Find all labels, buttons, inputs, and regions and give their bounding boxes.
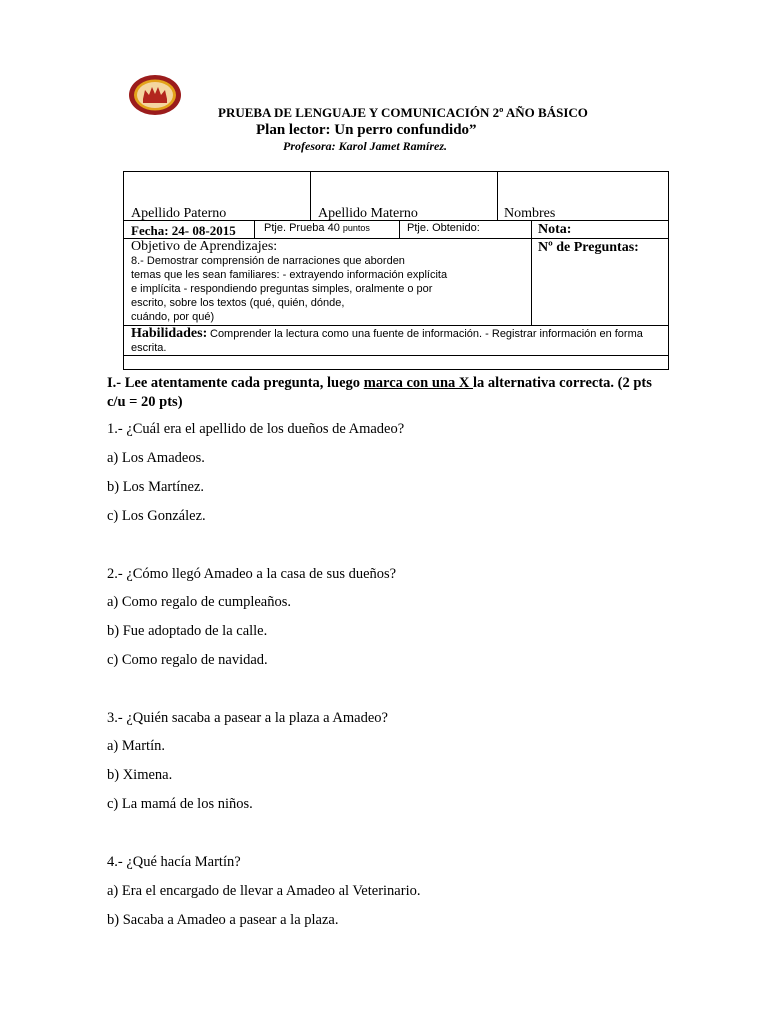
option-4a[interactable]: a) Era el encargado de llevar a Amadeo al Veterinario. [107,883,421,899]
question-3: 3.- ¿Quién sacaba a pasear a la plaza a Amadeo? [107,710,388,726]
question-2: 2.- ¿Cómo llegó Amadeo a la casa de sus dueños? [107,566,397,582]
option-4b[interactable]: b) Sacaba a Amadeo a pasear a la plaza. [107,912,339,928]
fecha-label: Fecha: 24- 08-2015 [131,223,236,238]
habilidades-description: Comprender la lectura como una fuente de información. - Registrar información en forma escrita. [131,328,643,354]
option-2b[interactable]: b) Fue adoptado de la calle. [107,623,268,639]
num-preguntas-label: Nº de Preguntas: [538,240,639,255]
objetivo-line: cuándo, por qué) [131,311,215,323]
option-2c[interactable]: c) Como regalo de navidad. [107,652,268,668]
ptje-prueba-label: Ptje. Prueba 40 puntos [264,222,370,234]
option-1b[interactable]: b) Los Martínez. [107,479,205,495]
nota-label: Nota: [538,222,572,237]
objetivo-line: e implícita - respondiendo preguntas simples, oralmente o por [131,283,433,295]
option-3c[interactable]: c) La mamá de los niños. [107,796,253,812]
question-4: 4.- ¿Qué hacía Martín? [107,854,241,870]
reading-plan-title: Plan lector: Un perro confundido” [256,122,477,138]
option-1a[interactable]: a) Los Amadeos. [107,450,205,466]
habilidades-label: Habilidades: [131,326,208,341]
instructions: I.- Lee atentamente cada pregunta, luego marca con una X la alternativa correcta. (2 pts c/u = 20 pts) [107,375,652,410]
nombres-label: Nombres [504,206,556,221]
option-3b[interactable]: b) Ximena. [107,767,173,783]
puntos-label: puntos [342,223,370,233]
teacher-name: Profesora: Karol Jamet Ramírez. [283,139,447,153]
apellido-paterno-label: Apellido Paterno [131,206,227,221]
objetivo-label: Objetivo de Aprendizajes: [131,239,278,254]
instructions-emphasis: marca con una X [363,375,473,391]
objetivo-line: escrito, sobre los textos (qué, quién, dónde, [131,297,345,309]
apellido-materno-label: Apellido Materno [318,206,418,221]
objetivo-line: 8.- Demostrar comprensión de narraciones que aborden [131,255,405,267]
option-2a[interactable]: a) Como regalo de cumpleaños. [107,594,292,610]
option-1c[interactable]: c) Los González. [107,508,206,524]
school-crest-logo [128,74,182,116]
ptje-obtenido-label: Ptje. Obtenido: [407,222,480,234]
exam-title: PRUEBA DE LENGUAJE Y COMUNICACIÓN 2º AÑO BÁSICO [218,105,588,120]
objetivo-text [131,254,529,324]
question-1: 1.- ¿Cuál era el apellido de los dueños de Amadeo? [107,421,405,437]
option-3a[interactable]: a) Martín. [107,738,165,754]
habilidades-text [131,327,661,355]
objetivo-line: temas que les sean familiares: - extrayendo información explícita [131,269,448,281]
